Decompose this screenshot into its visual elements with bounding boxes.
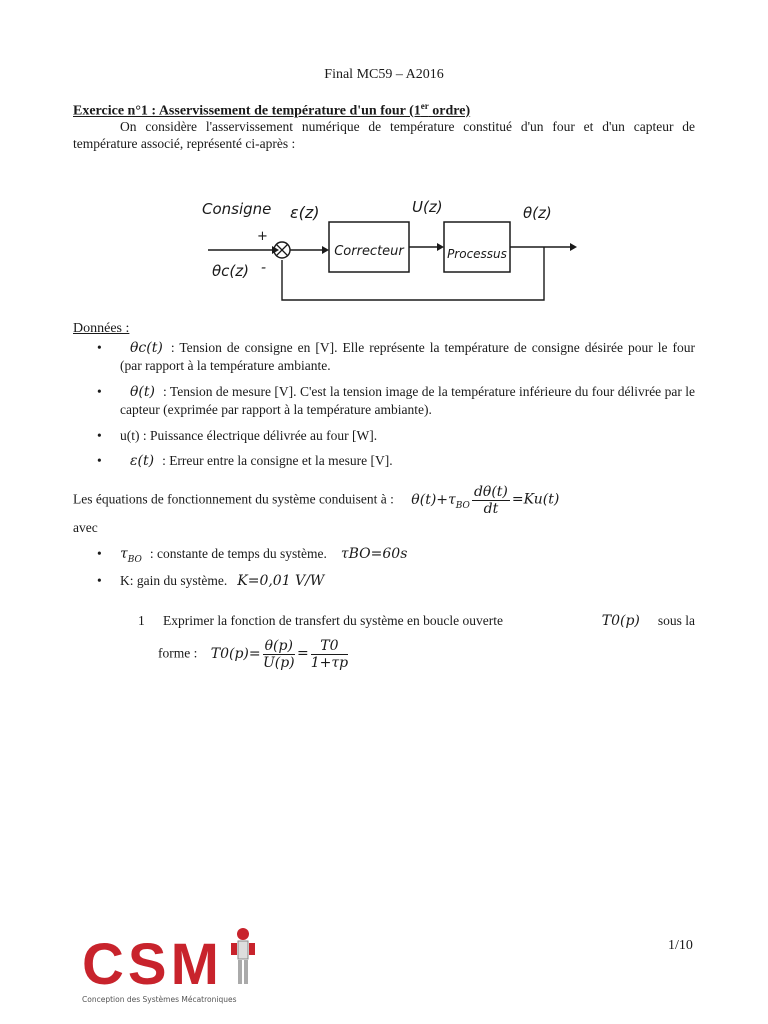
error-label: ε(z)	[290, 203, 320, 222]
bullet-icon: •	[97, 453, 102, 468]
correcteur-label: Correcteur	[334, 244, 404, 259]
symbol-theta: θ(t)	[130, 384, 155, 400]
minus-sign: -	[261, 260, 267, 276]
t0-symbol: T0(p)	[601, 613, 640, 629]
bullet-icon: •	[97, 573, 102, 588]
logo-tagline: Conception des Systèmes Mécatroniques	[82, 995, 237, 1004]
avec-label: avec	[73, 520, 98, 535]
processus-label: Processus	[447, 247, 507, 261]
fraction-theta-over-u: $\frac{\theta(p)}{U(p)}$	[262, 638, 295, 671]
list-item: • ε(t) : Erreur entre la consigne et la mesure [V].	[97, 453, 393, 469]
output-label: θ(z)	[523, 204, 552, 222]
exercise-title: Exercice n°1 : Asservissement de température d'un four (1er ordre)	[73, 101, 471, 119]
equation-rhs: =Ku(t)	[511, 491, 560, 508]
equation-fraction: $\frac{d\theta(t)}{dt}$	[473, 484, 508, 517]
command-label: U(z)	[412, 198, 443, 216]
donnees-heading: Données :	[73, 321, 130, 336]
bullet-icon: •	[97, 340, 102, 355]
list-item: • K: gain du système. K=0,01 V/W	[97, 573, 325, 589]
bullet-icon: •	[97, 546, 102, 561]
symbol-epsilon: ε(t)	[130, 453, 155, 469]
question-1: 1 Exprimer la fonction de transfert du système en boucle ouverte T0(p) sous la forme : T0(p)= $\frac{\theta(p)}{U(p)}$ = $\frac{T0}{1+\tau p}$	[138, 613, 695, 671]
block-diagram	[200, 188, 580, 316]
page-number: 1/10	[668, 938, 693, 953]
fraction-t0-over-1-tau-p: $\frac{T0}{1+\tau p}$	[310, 638, 349, 671]
list-item: • $\tau_{BO}$ : constante de temps du système. τBO=60s	[97, 546, 408, 565]
csm-logo	[80, 922, 280, 1010]
exercise-intro: On considère l'asservissement numérique de température constitué d'un four et d'un capteur de température associé, représenté ci-après :	[73, 119, 695, 151]
list-item: • θc(t) : Tension de consigne en [V]. Elle représente la température de consigne désirée pour le four (par rapport à la température ambiante.	[97, 340, 695, 373]
list-item: • u(t) : Puissance électrique délivrée au four [W].	[97, 428, 378, 443]
list-item: • θ(t) : Tension de mesure [V]. C'est la tension image de la température inférieure du four délivrée par le capteur (exprimée par rapport à la température ambiante).	[97, 384, 695, 417]
page-title: Final MC59 – A2016	[324, 67, 444, 82]
logo-letters: CSM	[82, 932, 223, 997]
robot-icon	[231, 928, 255, 984]
plus-sign: +	[257, 229, 268, 244]
input-arrowhead	[272, 246, 279, 254]
system-equation: Les équations de fonctionnement du système conduisent à : $\theta(t)+\tau_{BO}$ $\frac{d\theta(t)}{dt}$ =Ku(t)	[73, 484, 560, 517]
bullet-icon: •	[97, 428, 102, 443]
consigne-label: Consigne	[202, 200, 272, 218]
input-label: θc(z)	[212, 262, 250, 280]
bullet-icon: •	[97, 384, 102, 399]
tau-value: τBO=60s	[340, 546, 408, 562]
equation-lhs: $\theta(t)+\tau_{BO}$	[411, 491, 470, 511]
symbol-theta-c: θc(t)	[130, 340, 163, 356]
k-value: K=0,01 V/W	[237, 573, 325, 589]
